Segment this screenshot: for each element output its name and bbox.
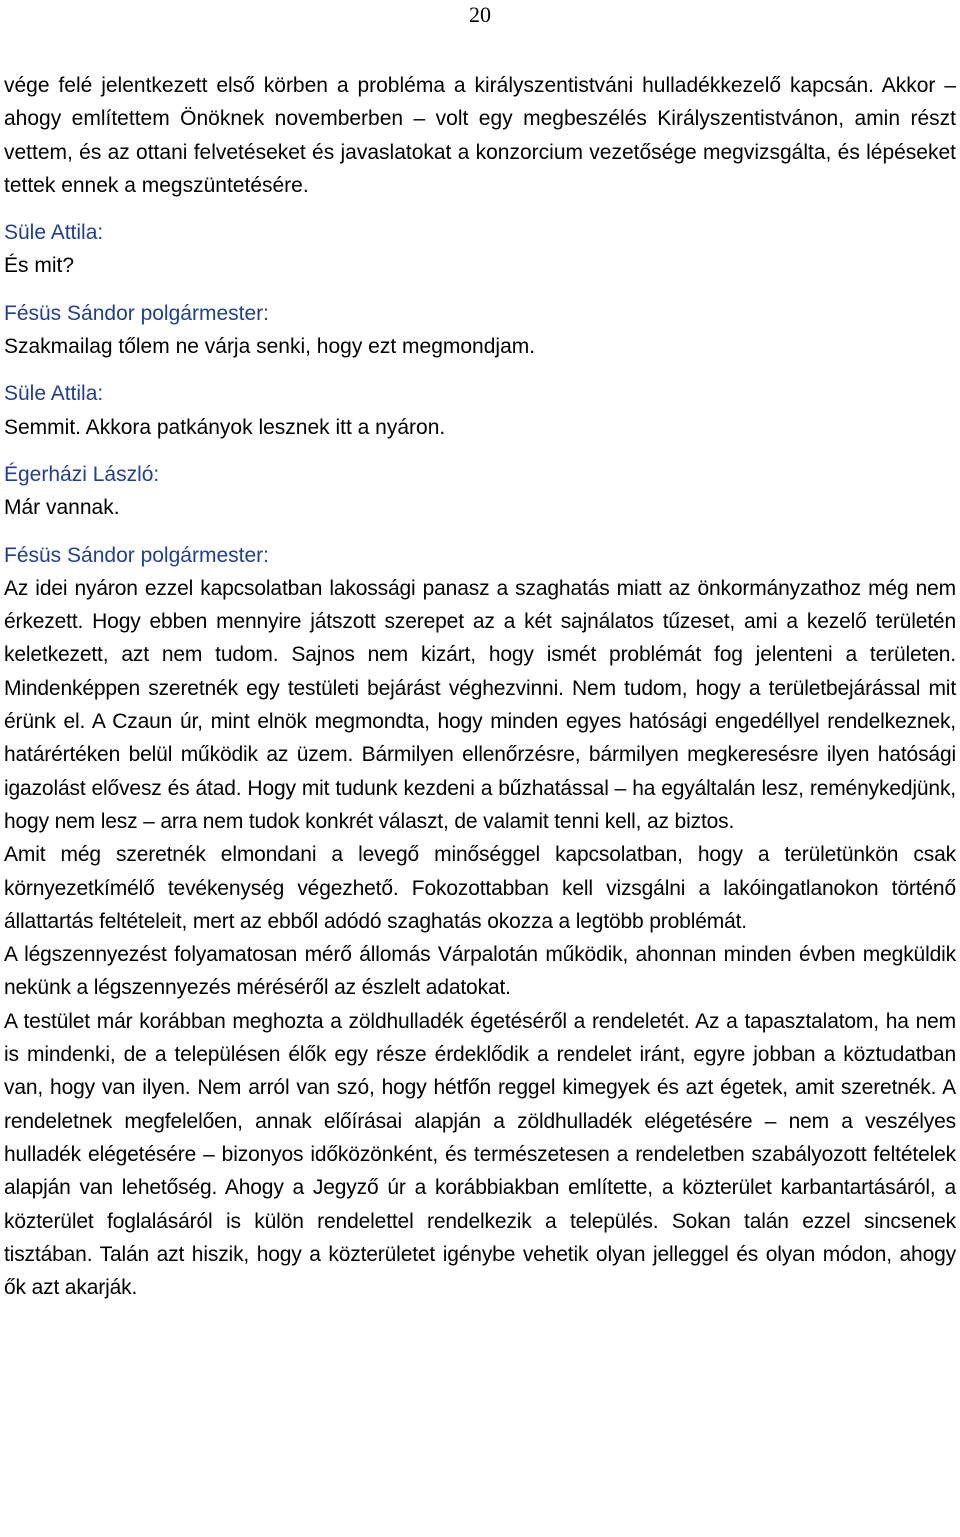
dialogue-entry-4 <box>4 458 956 525</box>
speech-text: Semmit. Akkora patkányok lesznek itt a nyáron. <box>4 415 446 439</box>
dialogue-entry-2 <box>4 297 956 364</box>
speaker-name: Fésüs Sándor polgármester: <box>4 301 269 325</box>
speaker-name: Süle Attila: <box>4 382 104 406</box>
document-body <box>4 69 956 1304</box>
speaker-name: Süle Attila: <box>4 221 104 245</box>
page-number: 20 <box>469 2 491 27</box>
speaker-name: Égerházi László: <box>4 462 160 486</box>
speech-text: Szakmailag tőlem ne várja senki, hogy ezt megmondjam. <box>4 335 536 359</box>
dialogue-entry-5 <box>4 539 956 1305</box>
dialogue-entry-1 <box>4 216 956 283</box>
speech-paragraph: Amit még szeretnék elmondani a levegő minőséggel kapcsolatban, hogy a területünkön csak környezetkímélő tevékenység végezhető. Fokozottabban kell vizsgálni a lakóingatlanokon történő állattartás feltételeit, mert az ebből adódó szaghatás okozza a legtöbb problémát. <box>4 843 956 933</box>
speaker-name: Fésüs Sándor polgármester: <box>4 543 269 567</box>
speech-paragraph: Az idei nyáron ezzel kapcsolatban lakossági panasz a szaghatás miatt az önkormányzathoz még nem érkezett. Hogy ebben mennyire játszott szerepet az a két sajnálatos tűzeset, ami a kezelő területén keletkezett, azt nem tudom. Sajnos nem kizárt, hogy ismét problémát fog jelenteni a területen. Mindenképpen szeretnék egy testületi bejárást véghezvinni. Nem tudom, hogy a területbejárással mit érünk el. A Czaun úr, mint elnök megmondta, hogy minden egyes hatósági engedéllyel rendelkeznek, határértéken belül működik az üzem. Bármilyen ellenőrzésre, bármilyen megkeresésre ilyen hatósági igazolást elővesz és átad. Hogy mit tudunk kezdeni a bűzhatással – ha egyáltalán lesz, reménykedjünk, hogy nem lesz – arra nem tudok konkrét választ, de valamit tenni kell, az biztos. <box>4 576 956 833</box>
intro-paragraph: vége felé jelentkezett első körben a probléma a királyszentistváni hulladékkezelő kapcsán. Akkor – ahogy említettem Önöknek novemberben – volt egy megbeszélés Királyszentistvánon, amin részt vettem, és az ottani felvetéseket és javaslatokat a konzorcium vezetősége megvizsgálta, és lépéseket tettek ennek a megszüntetésére. <box>4 74 956 197</box>
speech-paragraph: A légszennyezést folyamatosan mérő állomás Várpalotán működik, ahonnan minden évben megküldik nekünk a légszennyezés méréséről az észlelt adatokat. <box>4 943 956 1000</box>
speech-text: Már vannak. <box>4 496 120 520</box>
speech-text: És mit? <box>4 254 75 278</box>
dialogue-entry-3 <box>4 377 956 444</box>
speech-paragraph: A testület már korábban meghozta a zöldhulladék égetéséről a rendeletét. Az a tapasztalatom, ha nem is mindenki, de a településen élők egy része érdeklődik a rendelet iránt, egyre jobban a köztudatban van, hogy van ilyen. Nem arról van szó, hogy hétfőn reggel kimegyek és azt égetek, amit szeretnék. A rendeletnek megfelelően, annak előírásai alapján a zöldhulladék elégetésére – nem a veszélyes hulladék elégetésére – bizonyos időközönként, és természetesen a rendeletben szabályozott feltételek alapján van lehetőség. Ahogy a Jegyző úr a korábbiakban említette, a közterület karbantartásáról, a közterület foglalásáról is külön rendelettel rendelkezik a település. Sokan talán ezzel sincsenek tisztában. Talán azt hiszik, hogy a közterületet igénybe vehetik olyan jelleggel és olyan módon, ahogy ők azt akarják. <box>4 1009 956 1300</box>
